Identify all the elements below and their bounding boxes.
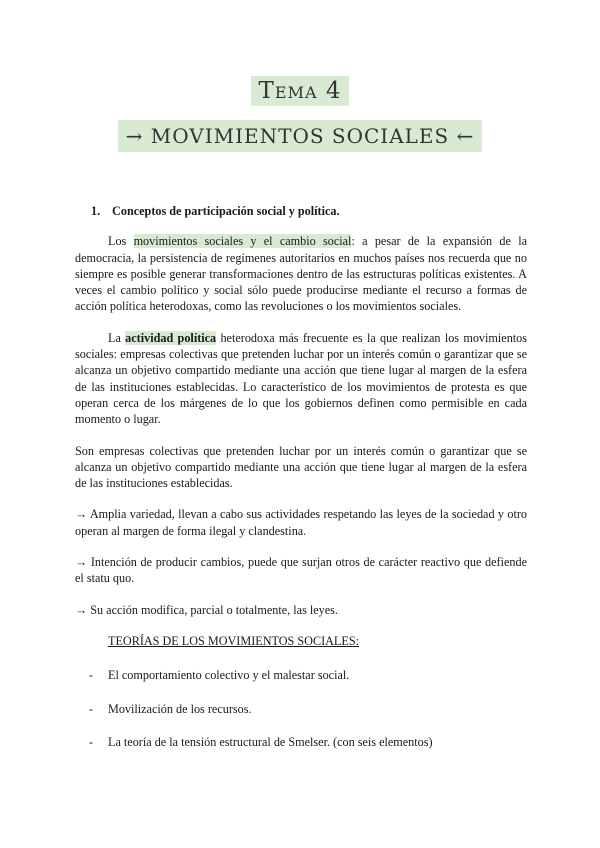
title-line-1: Tema 4 (251, 76, 350, 106)
paragraph-1-prefix: Los (108, 234, 134, 249)
theories-title: TEORÍAS DE LOS MOVIMIENTOS SOCIALES: (108, 633, 359, 648)
document-title (0, 76, 600, 152)
list-item-text: La teoría de la tensión estructural de Smelser. (con seis elementos) (108, 734, 433, 749)
list-item (75, 734, 527, 750)
list-item (75, 701, 527, 717)
list-item (75, 667, 527, 683)
paragraph-2-prefix: La (108, 330, 126, 345)
section-number: 1. (91, 204, 101, 218)
paragraph-6: → Su acción modifica, parcial o totalmente, las leyes. (75, 602, 338, 617)
title-line-2: → MOVIMIENTOS SOCIALES ← (118, 120, 483, 152)
bold-highlighted-term: actividad política (125, 330, 217, 345)
theories-list (75, 667, 527, 750)
document-body (75, 203, 527, 767)
paragraph-1 (75, 233, 527, 314)
list-dash: - (89, 668, 94, 683)
list-dash: - (89, 734, 94, 749)
list-dash: - (89, 701, 94, 716)
list-item-text: El comportamiento colectivo y el malestar social. (108, 668, 350, 683)
paragraph-4: → Amplia variedad, llevan a cabo sus actividades respetando las leyes de la sociedad y otro operan al margen de forma ilegal y clandestina. (75, 507, 527, 538)
highlighted-phrase: movimientos sociales y el cambio social (133, 234, 352, 249)
section-heading-text: Conceptos de participación social y política. (112, 204, 340, 218)
paragraph-3: Son empresas colectivas que pretenden luchar por un interés común o garantizar que se alcanza un objetivo compartido mediante una acción que tiene lugar al margen de la esfera de las instituciones establecidas. (75, 443, 527, 491)
paragraph-2 (75, 330, 527, 428)
section-heading (75, 203, 527, 219)
paragraph-2-rest: heterodoxa más frecuente es la que realizan los movimientos sociales: empresas colectivas que pretenden luchar por un interés común o garantizar que se alcanza un objetivo compartido mediante una acción que tiene lugar al margen de la esfera de las instituciones establecidas. Lo característico de los movimientos de protesta es que operan cerca de los márgenes de lo que los gobiernos definen como permisible en cada momento o lugar. (75, 330, 528, 427)
list-item-text: Movilización de los recursos. (108, 701, 252, 716)
paragraph-5: → Intención de producir cambios, puede que surjan otros de carácter reactivo que defiende el statu quo. (75, 555, 527, 586)
paragraph-1-rest: : a pesar de la expansión de la democracia, la persistencia de regímenes autoritarios en muchos países nos recuerda que no siempre es posible generar transformaciones dentro de las estructuras políticas existentes. A veces el cambio político y social sólo puede producirse mediante el recurso a formas de acción política heterodoxas, como las revoluciones o los movimientos sociales. (75, 234, 528, 314)
